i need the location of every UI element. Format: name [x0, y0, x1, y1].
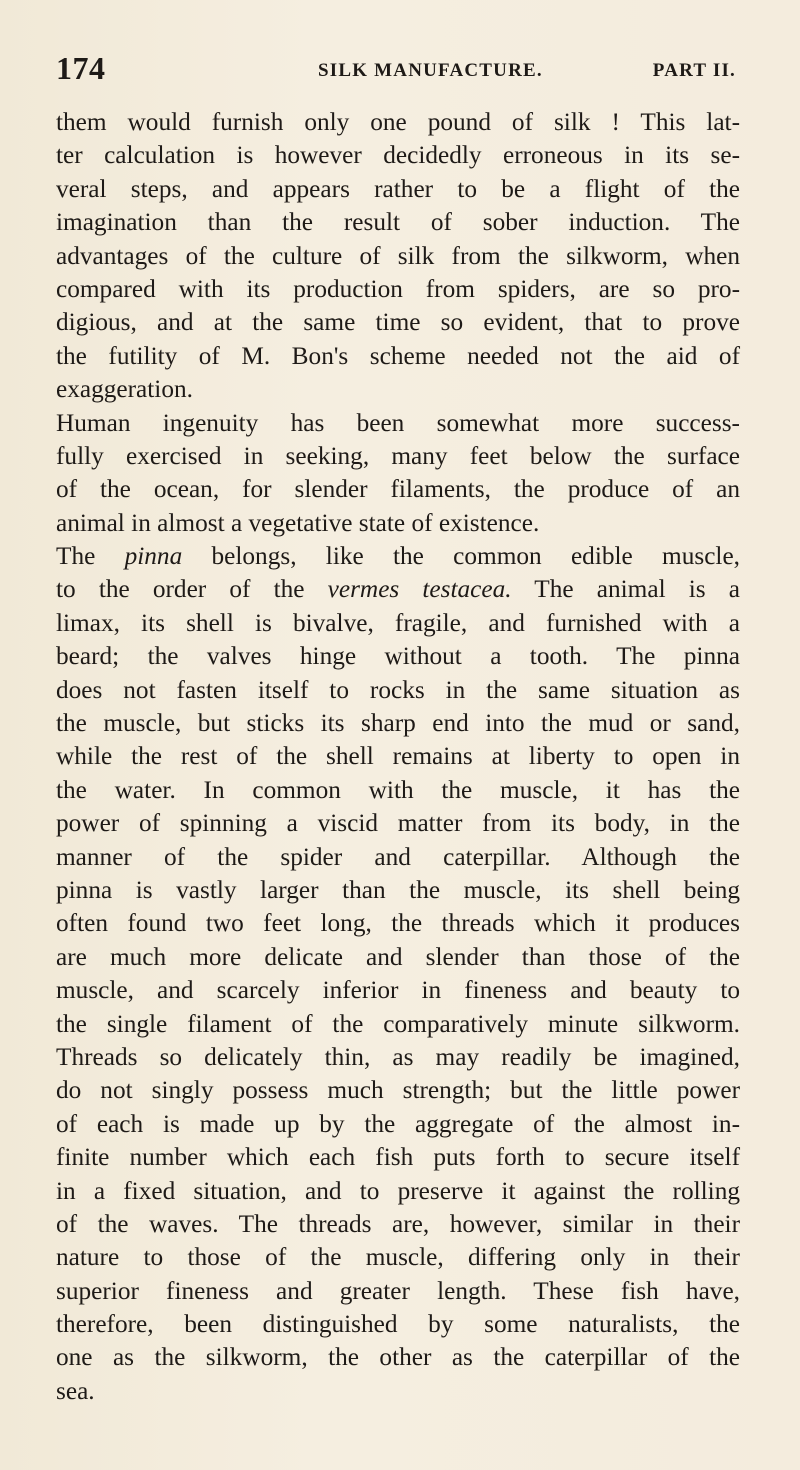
text-segment: ter calculation is however decidedly erroneous in its se-	[56, 141, 740, 170]
text-segment: while the rest of the shell remains at liberty to open in	[56, 742, 740, 771]
text-segment: the water. In common with the muscle, it has the	[56, 775, 740, 804]
text-line	[56, 340, 740, 373]
text-line	[56, 540, 740, 573]
text-line	[56, 1308, 740, 1341]
text-line	[56, 206, 740, 239]
text-line	[56, 306, 740, 339]
text-line	[56, 807, 740, 840]
italic-term: pinna	[124, 542, 183, 571]
text-line	[56, 740, 740, 773]
text-segment: muscle, and scarcely inferior in fineness and beauty to	[56, 976, 740, 1005]
text-line	[56, 407, 740, 440]
text-line	[56, 674, 740, 707]
text-line	[56, 607, 740, 640]
text-line	[56, 473, 740, 506]
text-segment: digious, and at the same time so evident, that to prove	[56, 308, 740, 337]
text-segment: therefore, been distinguished by some naturalists, the	[56, 1310, 740, 1339]
text-segment: does not fasten itself to rocks in the same situation as	[56, 675, 740, 704]
text-line	[56, 1074, 740, 1107]
text-segment: power of spinning a viscid matter from its body, in the	[56, 809, 740, 838]
text-segment: veral steps, and appears rather to be a flight of the	[56, 174, 740, 203]
text-line	[56, 273, 740, 306]
text-segment: Threads so delicately thin, as may readily be imagined,	[56, 1042, 740, 1071]
text-segment: the muscle, but sticks its sharp end into the mud or sand,	[56, 709, 740, 738]
text-line	[56, 1208, 740, 1241]
text-line	[56, 1241, 740, 1274]
text-line	[56, 774, 740, 807]
text-line	[56, 640, 740, 673]
text-segment: compared with its production from spiders, are so pro-	[56, 274, 740, 303]
text-line	[56, 974, 740, 1007]
page-number: 174	[56, 50, 106, 86]
text-segment: of each is made up by the aggregate of the almost in-	[56, 1109, 740, 1138]
text-line	[56, 907, 740, 940]
text-line	[56, 1175, 740, 1208]
text-line	[56, 240, 740, 273]
text-line	[56, 874, 740, 907]
text-segment: exaggeration.	[56, 375, 193, 404]
text-line	[56, 1275, 740, 1308]
text-line	[56, 573, 740, 606]
text-segment: are much more delicate and slender than those of the	[56, 942, 740, 971]
text-segment: fully exercised in seeking, many feet below the surface	[56, 441, 740, 470]
text-segment: sea.	[56, 1376, 95, 1405]
text-line	[56, 707, 740, 740]
text-line	[56, 1041, 740, 1074]
text-line	[56, 139, 740, 172]
text-line	[56, 941, 740, 974]
text-line	[56, 841, 740, 874]
text-segment: beard; the valves hinge without a tooth. The pinna	[56, 642, 740, 671]
text-line	[56, 373, 740, 406]
text-segment: of the ocean, for slender filaments, the produce of an	[56, 475, 740, 504]
text-line	[56, 106, 740, 139]
text-segment: imagination than the result of sober induction. The	[56, 208, 740, 237]
text-segment: superior fineness and greater length. These fish have,	[56, 1276, 740, 1305]
text-segment: do not singly possess much strength; but the little power	[56, 1076, 740, 1105]
text-segment: in a fixed situation, and to preserve it against the rolling	[56, 1176, 740, 1205]
text-segment: them would furnish only one pound of silk ! This lat-	[56, 108, 740, 136]
text-segment: one as the silkworm, the other as the caterpillar of the	[56, 1343, 740, 1372]
text-segment: belongs, like the common edible muscle,	[182, 542, 741, 571]
text-segment: Human ingenuity has been somewhat more success-	[56, 408, 740, 437]
text-segment: to the order of the	[56, 575, 328, 604]
text-segment: limax, its shell is bivalve, fragile, and furnished with a	[56, 608, 740, 637]
text-line	[56, 173, 740, 206]
text-line	[56, 1375, 740, 1408]
running-head	[56, 50, 736, 86]
text-segment: pinna is vastly larger than the muscle, its shell being	[56, 875, 740, 904]
text-line	[56, 1008, 740, 1041]
header-title: SILK MANUFACTURE.	[318, 60, 543, 81]
text-line	[56, 507, 740, 540]
text-segment: manner of the spider and caterpillar. Although the	[56, 842, 740, 871]
text-line	[56, 1341, 740, 1374]
text-line	[56, 440, 740, 473]
text-segment: animal in almost a vegetative state of existence.	[56, 508, 540, 537]
text-segment: the futility of M. Bon's scheme needed not the aid of	[56, 341, 740, 370]
text-segment: nature to those of the muscle, differing only in their	[56, 1243, 740, 1272]
text-segment: The animal is a	[511, 575, 740, 604]
text-segment: advantages of the culture of silk from the silkworm, when	[56, 241, 740, 270]
text-segment: The	[56, 542, 125, 571]
text-segment: the single filament of the comparatively minute silkworm.	[56, 1009, 740, 1038]
text-line	[56, 1141, 740, 1174]
header-part: PART II.	[652, 60, 736, 81]
italic-term: vermes testacea.	[327, 575, 512, 604]
text-line	[56, 1108, 740, 1141]
body-text	[56, 106, 740, 1408]
text-segment: of the waves. The threads are, however, similar in their	[56, 1209, 740, 1238]
text-segment: often found two feet long, the threads which it produces	[56, 909, 740, 938]
text-segment: finite number which each fish puts forth to secure itself	[56, 1143, 740, 1172]
